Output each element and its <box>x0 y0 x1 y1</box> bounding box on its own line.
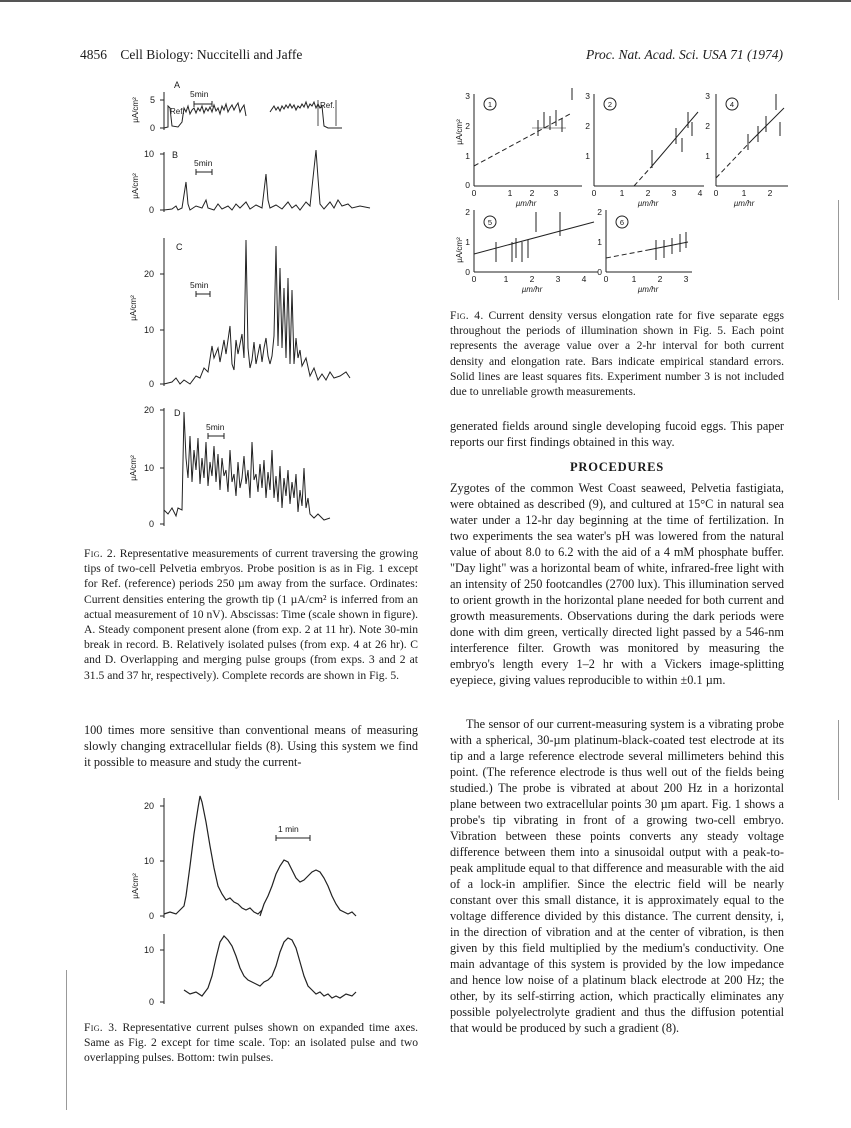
fig3-bottom-tick-0: 0 <box>148 997 154 1007</box>
y-tick-c-0: 0 <box>148 379 154 389</box>
fig2-panel-a <box>131 80 342 133</box>
fig4-p4-ytick-2: 2 <box>705 121 710 131</box>
left-margin-mark <box>66 970 67 1110</box>
fig4-p6-ytick-0: 0 <box>597 267 602 277</box>
figure-4-caption-label: Fig. 4. <box>450 309 484 322</box>
fig3-top-tick-10: 10 <box>143 856 154 866</box>
fig4-p5-xtick-0: 0 <box>471 274 477 284</box>
fig4-p6-xlabel: µm/hr <box>637 285 659 294</box>
y-tick-c-10: 10 <box>143 325 154 335</box>
figure-2-plot <box>120 78 390 533</box>
fig4-p5-ytick-2: 2 <box>465 207 470 217</box>
fig4-panel-5 <box>465 207 598 294</box>
procedures-paragraph-1: Zygotes of the common West Coast seaweed, Pelvetia fastigiata, were obtained as described (9), and cultured at 15°C in natural sea water under a 12-hr day beginning at the time of fertilization. In two experiments the sea water's pH was lowered from the natural value of about 8.0 to 6.2 with the aid of a 4 mM phosphate buffer. "Day light" was a horizontal beam of white, infrared-free light with an intensity of 250 footcandles (2700 lux). This illumination served to orient growth in the horizontal plane needed for both current and growth measurements. Observations during the dark periods were done with dim green, vertically directed light passed by a 546-nm interference filter. Growth was monitored by measuring the embryo's length every 1–2 hr with a Vickers image-splitting eyepiece, giving values reproducible to within ±0.1 µm. <box>450 481 784 687</box>
fig4-y-axis-label-bottom: µA/cm² <box>455 237 464 263</box>
fig4-p5-xtick-4: 4 <box>581 274 587 284</box>
left-column-body: 100 times more sensitive than conventional means of measuring slowly changing extracellular fields (8). Using this system we find it possible to measure and study the current- <box>84 723 418 769</box>
fig4-p6-xtick-1: 1 <box>631 274 637 284</box>
right-column-intro: generated fields around single developing fucoid eggs. This paper reports our first findings obtained in this way. <box>450 419 784 449</box>
right-margin-mark-bottom <box>838 720 839 800</box>
fig4-p1-xlabel: µm/hr <box>515 199 537 208</box>
running-header-right: Proc. Nat. Acad. Sci. USA 71 (1974) <box>586 47 783 62</box>
scale-label-d: 5min <box>206 422 225 432</box>
figure-2-caption-text: Representative measurements of current traversing the growing tips of two-cell Pelvetia embryos. Probe position is as in Fig. 1 except for Ref. (reference) periods 250 µm away from the surface. Ordinates: Current densities entering the growth tip (1 µA/cm² is inferred from an actual measurement of 10 nV). Abscissas: Time (scale shown in figure). A. Steady component present alone (from exp. 2 at 11 hr). Note 30-min break in record. B. Relatively isolated pulses (from exp. 4 at 26 hr). C and D. Overlapping and merging pulse groups (from exps. 3 and 2 at 31.5 and 37 hr, respectively). Complete records are shown in Fig. 5. <box>84 547 419 682</box>
fig4-p4-ytick-1: 1 <box>705 151 710 161</box>
fig4-p2-ytick-1: 1 <box>585 151 590 161</box>
fig4-p6-ytick-2: 2 <box>597 207 602 217</box>
fig4-p2-xtick-0: 0 <box>591 188 597 198</box>
fig3-top-panel <box>144 796 356 921</box>
y-tick-a-0: 0 <box>149 123 155 133</box>
fig4-p1-ytick-2: 2 <box>465 121 470 131</box>
fig4-p5-id: 5 <box>487 218 493 227</box>
y-tick-d-10: 10 <box>143 463 154 473</box>
fig3-top-tick-20: 20 <box>143 801 154 811</box>
fig4-p4-ytick-3: 3 <box>705 91 710 101</box>
fig3-bottom-panel <box>144 934 356 1007</box>
figure-3 <box>120 786 380 1011</box>
fig4-panel-6 <box>597 207 692 294</box>
fig3-scale-label: 1 min <box>278 824 299 834</box>
fig4-p2-ytick-2: 2 <box>585 121 590 131</box>
fig3-top-trace-b <box>260 860 356 916</box>
y-tick-d-0: 0 <box>148 519 154 529</box>
trace-c <box>164 240 350 384</box>
fig4-p4-xlabel: µm/hr <box>733 199 755 208</box>
fig4-p5-xlabel: µm/hr <box>521 285 543 294</box>
fig4-p4-id: 4 <box>729 100 735 109</box>
y-axis-label-b: µA/cm² <box>131 173 140 199</box>
fig3-bottom-trace <box>184 936 356 998</box>
fig4-panel-1 <box>465 88 582 208</box>
fig2-panel-c <box>129 238 350 389</box>
fig4-p5-xtick-3: 3 <box>555 274 561 284</box>
fig4-p4-xtick-2: 2 <box>767 188 773 198</box>
right-margin-mark-top <box>838 200 839 300</box>
y-tick-d-20: 20 <box>143 405 154 415</box>
figure-3-plot <box>120 786 380 1011</box>
figure-2-caption-label: Fig. 2. <box>84 547 117 560</box>
fig4-p1-ytick-0: 0 <box>465 180 470 190</box>
panel-label-d: D <box>174 408 181 418</box>
ref-label-right: Ref. <box>320 101 335 110</box>
figure-4-caption-text: Current density versus elongation rate for five separate eggs throughout the periods of illumination shown in Fig. 5. Each point represents the average value over a 2-hr interval for both current density and elongation rate. Bars indicate empirical standard errors. Solid lines are least squares fits. Experiment number 3 is not included due to unreliable growth measurements. <box>450 309 784 399</box>
panel-label-c: C <box>176 242 183 252</box>
fig4-p1-ytick-1: 1 <box>465 151 470 161</box>
figure-3-caption-label: Fig. 3. <box>84 1021 118 1034</box>
page-number: 4856 <box>80 47 107 62</box>
author-names: Nuccitelli and Jaffe <box>196 47 303 62</box>
fig4-p1-ytick-3: 3 <box>465 91 470 101</box>
scale-label-c: 5min <box>190 280 209 290</box>
scale-label-b: 5min <box>194 158 213 168</box>
figure-2-caption <box>84 546 418 683</box>
y-tick-b-10: 10 <box>143 149 154 159</box>
figure-4-plot <box>452 82 792 302</box>
figure-2 <box>120 78 390 533</box>
panel-label-a: A <box>174 80 181 90</box>
top-rule <box>0 0 851 2</box>
fig4-p2-ytick-3: 3 <box>585 91 590 101</box>
fig4-p2-xlabel: µm/hr <box>637 199 659 208</box>
fig2-panel-d <box>129 405 330 529</box>
figure-4-caption <box>450 308 784 399</box>
fig4-p5-xtick-1: 1 <box>503 274 509 284</box>
fig4-p6-id: 6 <box>619 218 625 227</box>
trace-d <box>164 412 330 520</box>
fig4-p2-id: 2 <box>607 100 613 109</box>
fig3-bottom-tick-10: 10 <box>143 945 154 955</box>
section-name: Cell Biology: <box>120 47 194 62</box>
figure-3-caption <box>84 1020 418 1066</box>
fig4-p1-xtick-2: 2 <box>529 188 535 198</box>
fig4-p2-xtick-3: 3 <box>671 188 677 198</box>
y-tick-a-5: 5 <box>149 95 155 105</box>
fig4-p6-xtick-2: 2 <box>657 274 663 284</box>
fig2-panel-b <box>131 149 370 215</box>
fig4-p2-xtick-1: 1 <box>619 188 625 198</box>
y-axis-label-d: µA/cm² <box>129 455 138 481</box>
fig4-p1-xtick-3: 3 <box>553 188 559 198</box>
figure-4 <box>452 82 792 302</box>
running-header-left <box>80 47 302 63</box>
y-axis-label-c: µA/cm² <box>129 295 138 321</box>
fig4-p5-ytick-0: 0 <box>465 267 470 277</box>
fig4-p1-id: 1 <box>487 100 493 109</box>
fig3-top-tick-0: 0 <box>148 911 154 921</box>
fig4-y-axis-label-top: µA/cm² <box>455 119 464 145</box>
procedures-paragraph-2: The sensor of our current-measuring system is a vibrating probe with a spherical, 30-µm platinum-black-coated test electrode at its tip and a large reference electrode several millimeters behind this point. (The reference electrode is thus well out of the fields being studied.) The probe is vibrated at about 200 Hz in a horizontal plane between two extracellular points 30 µm apart. Fig. 1 shows a probe's tip vibrating in front of a growing two-cell embryo. Vibration between these points converts any steady voltage difference between them into a sinusoidal output with a peak-to-peak amplitude equal to that difference and measurable with the aid of a lock-in amplifier. Since the electric field will be nearly constant over this small distance, it is approximately equal to the voltage difference divided by this distance. The current density, i, in the direction of vibration and at the center of vibration, is then given by this field multiplied by the medium's conductivity. One main advantage of this system is provided by the low impedance and hence low noise of a platinum black electrode at 200 Hz; the other, by its self-stirring action, which practically eliminates any possible polyelectrolyte gradient and thus the diffusion potential that would be produced by such a gradient (8). <box>450 717 784 1035</box>
y-axis-label-a: µA/cm² <box>131 97 140 123</box>
y-tick-b-0: 0 <box>148 205 154 215</box>
fig4-p1-xtick-1: 1 <box>507 188 513 198</box>
fig4-panel-2 <box>585 91 704 208</box>
fig4-p4-xtick-0: 0 <box>713 188 719 198</box>
y-tick-c-20: 20 <box>143 269 154 279</box>
figure-3-caption-text: Representative current pulses shown on expanded time axes. Same as Fig. 2 except for time scale. Top: an isolated pulse and two overlapping pulses. Bottom: twin pulses. <box>84 1021 419 1065</box>
ref-label-left: Ref. <box>170 107 185 116</box>
fig4-p1-xtick-0: 0 <box>471 188 477 198</box>
fig3-top-trace-a <box>164 796 262 914</box>
fig4-p6-ytick-1: 1 <box>597 237 602 247</box>
scale-label-a: 5min <box>190 89 209 99</box>
fig4-p2-xtick-2: 2 <box>645 188 651 198</box>
fig4-p6-xtick-3: 3 <box>683 274 689 284</box>
fig4-p6-xtick-0: 0 <box>603 274 609 284</box>
fig4-panel-4 <box>705 91 788 208</box>
panel-label-b: B <box>172 150 179 160</box>
fig4-p5-xtick-2: 2 <box>529 274 535 284</box>
fig4-p5-ytick-1: 1 <box>465 237 470 247</box>
fig4-p2-xtick-4: 4 <box>697 188 703 198</box>
procedures-heading: PROCEDURES <box>569 460 665 474</box>
fig3-y-axis-label: µA/cm² <box>131 873 140 899</box>
fig4-p4-xtick-1: 1 <box>741 188 747 198</box>
